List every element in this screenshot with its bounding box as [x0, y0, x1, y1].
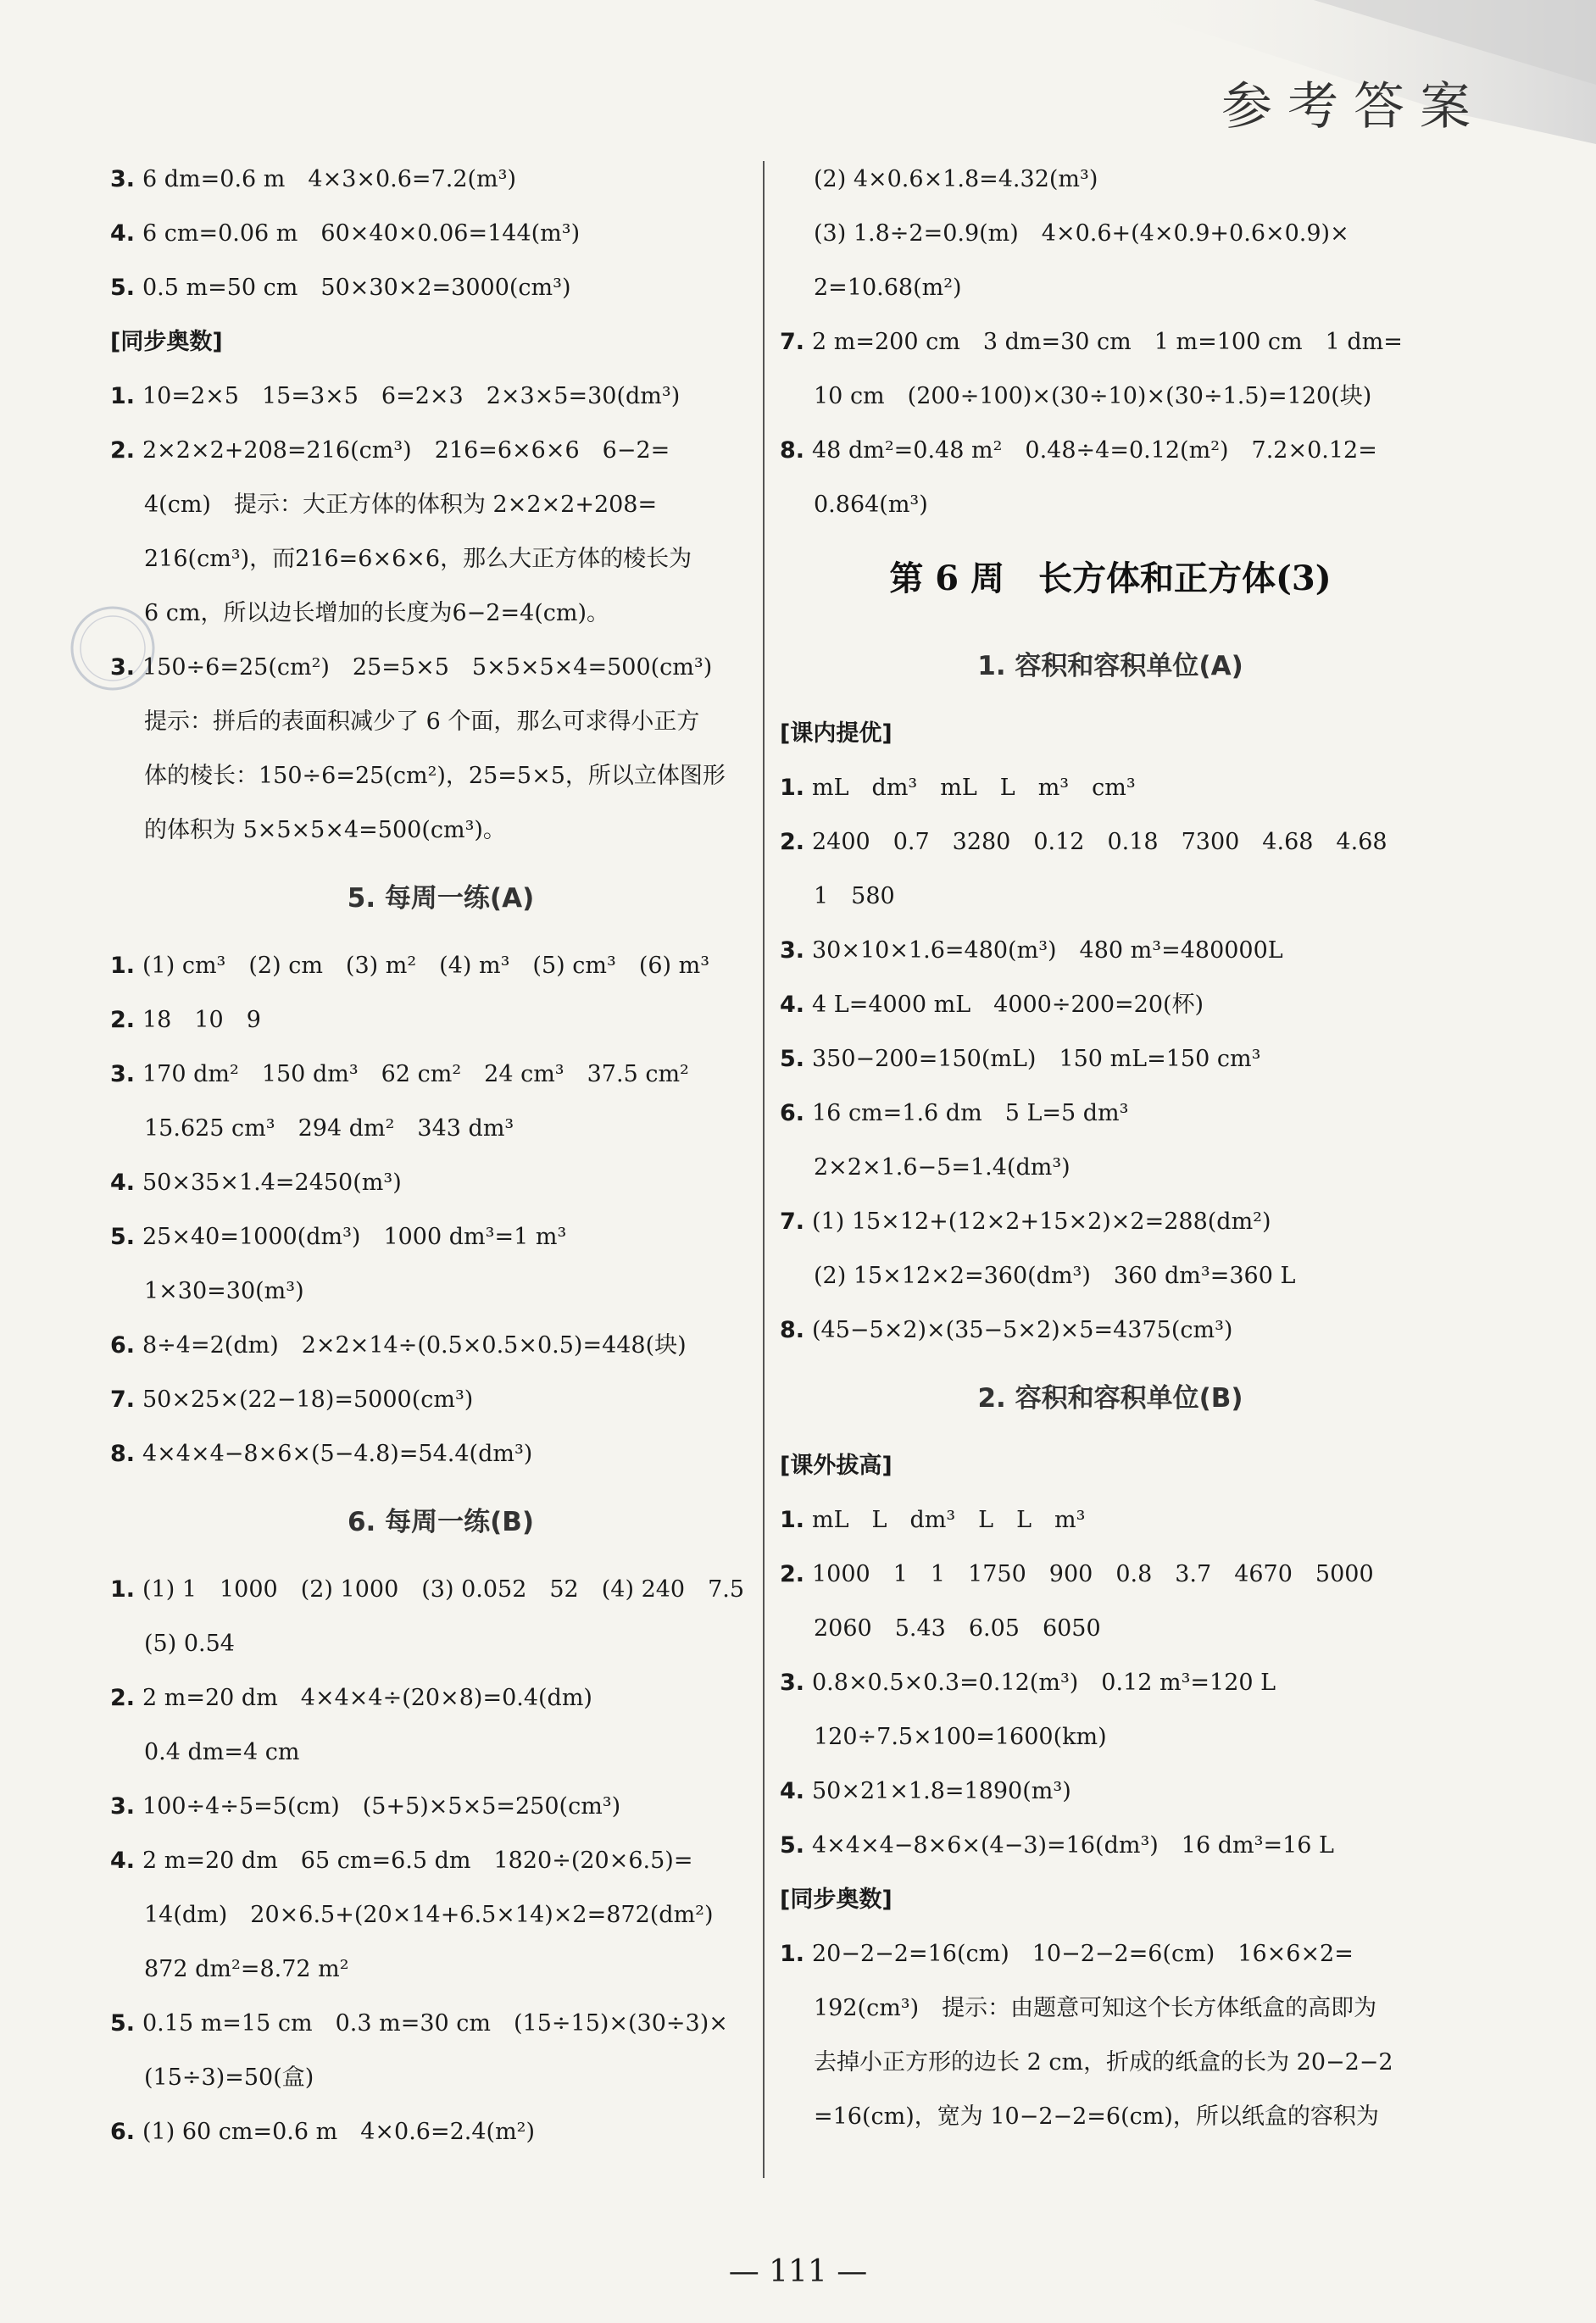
- item-number: 3.: [110, 1793, 136, 1820]
- answer-item: [110, 1427, 771, 1481]
- item-text: 8÷4=2(dm) 2×2×14÷(0.5×0.5×0.5)=448(块): [142, 1332, 687, 1359]
- item-text: 4 L=4000 mL 4000÷200=20(杯): [812, 992, 1204, 1018]
- answer-continuation: 2=10.68(m²): [814, 275, 962, 301]
- answer-item: [780, 1303, 1441, 1358]
- item-text: mL dm³ mL L m³ cm³: [812, 775, 1136, 801]
- item-text: 0.15 m=15 cm 0.3 m=30 cm (15÷15)×(30÷3)×: [142, 2010, 728, 2037]
- answer-item: [110, 1373, 771, 1427]
- item-number: 1.: [110, 953, 136, 979]
- item-number: 4.: [780, 992, 805, 1018]
- answer-continuation: (15÷3)=50(盒): [144, 2065, 314, 2091]
- answer-continuation: 10 cm (200÷100)×(30÷10)×(30÷1.5)=120(块): [814, 383, 1372, 409]
- section-tag: [同步奥数]: [780, 1887, 893, 1913]
- item-text: (1) 60 cm=0.6 m 4×0.6=2.4(m²): [142, 2119, 536, 2145]
- answer-item: [110, 939, 771, 993]
- item-number: 3.: [780, 1670, 805, 1696]
- item-number: 7.: [780, 1209, 805, 1235]
- item-text: 50×35×1.4=2450(m³): [142, 1170, 402, 1196]
- item-number: 1.: [780, 775, 805, 801]
- answer-continuation: 去掉小正方形的边长 2 cm，折成的纸盒的长为 20−2−2: [814, 2049, 1393, 2076]
- item-number: 3.: [780, 937, 805, 964]
- answer-item: [110, 1156, 771, 1210]
- answer-item: [110, 1671, 771, 1726]
- answer-item: [110, 1997, 771, 2051]
- item-text: 48 dm²=0.48 m² 0.48÷4=0.12(m²) 7.2×0.12=: [812, 437, 1377, 464]
- item-number: 5.: [780, 1832, 805, 1859]
- item-text: 2 m=20 dm 65 cm=6.5 dm 1820÷(20×6.5)=: [142, 1848, 693, 1874]
- item-number: 6.: [110, 2119, 136, 2145]
- answer-item: [780, 1548, 1441, 1602]
- answer-continuation: (3) 1.8÷2=0.9(m) 4×0.6+(4×0.9+0.6×0.9)×: [814, 220, 1349, 247]
- answer-item: [780, 815, 1441, 870]
- page-number: — 111 —: [728, 2254, 868, 2289]
- item-number: 4.: [110, 220, 136, 247]
- item-text: 16 cm=1.6 dm 5 L=5 dm³: [812, 1100, 1129, 1126]
- item-text: 350−200=150(mL) 150 mL=150 cm³: [812, 1046, 1261, 1072]
- item-number: 4.: [110, 1170, 136, 1196]
- item-text: 4×4×4−8×6×(4−3)=16(dm³) 16 dm³=16 L: [812, 1832, 1334, 1859]
- item-text: 0.5 m=50 cm 50×30×2=3000(cm³): [142, 275, 571, 301]
- item-text: 0.8×0.5×0.3=0.12(m³) 0.12 m³=120 L: [812, 1670, 1276, 1696]
- answer-continuation: 2060 5.43 6.05 6050: [814, 1615, 1101, 1642]
- item-number: 3.: [110, 1061, 136, 1087]
- left-column: [110, 153, 771, 2159]
- item-text: 2 m=20 dm 4×4×4÷(20×8)=0.4(dm): [142, 1685, 592, 1711]
- answer-continuation: 120÷7.5×100=1600(km): [814, 1724, 1107, 1750]
- item-text: 6 dm=0.6 m 4×3×0.6=7.2(m³): [142, 166, 516, 192]
- answer-item: [780, 761, 1441, 815]
- item-text: 1000 1 1 1750 900 0.8 3.7 4670 5000: [812, 1561, 1374, 1587]
- answer-item: [110, 1780, 771, 1834]
- answer-continuation: 0.864(m³): [814, 492, 928, 518]
- item-text: 50×21×1.8=1890(m³): [812, 1778, 1071, 1804]
- item-text: 150÷6=25(cm²) 25=5×5 5×5×5×4=500(cm³): [142, 654, 713, 681]
- answer-item: [110, 993, 771, 1048]
- item-number: 8.: [780, 437, 805, 464]
- item-number: 1.: [110, 383, 136, 409]
- answer-continuation: 872 dm²=8.72 m²: [144, 1956, 349, 1982]
- item-text: 2 m=200 cm 3 dm=30 cm 1 m=100 cm 1 dm=: [812, 329, 1403, 355]
- answer-continuation: 2×2×1.6−5=1.4(dm³): [814, 1154, 1070, 1181]
- item-text: 2400 0.7 3280 0.12 0.18 7300 4.68 4.68: [812, 829, 1387, 855]
- item-text: (1) 15×12+(12×2+15×2)×2=288(dm²): [812, 1209, 1271, 1235]
- item-number: 1.: [780, 1941, 805, 1967]
- answer-item: [780, 978, 1441, 1032]
- answer-item: [780, 1764, 1441, 1819]
- answer-continuation: 15.625 cm³ 294 dm² 343 dm³: [144, 1115, 514, 1142]
- answer-continuation: 0.4 dm=4 cm: [144, 1739, 300, 1765]
- item-number: 1.: [110, 1576, 136, 1603]
- answer-item: [780, 1927, 1441, 1981]
- answer-item: [780, 1819, 1441, 1873]
- answer-item: [110, 153, 771, 207]
- week-title: 第 6 周 长方体和正方体(3): [889, 559, 1332, 598]
- answer-continuation: =16(cm)，宽为 10−2−2=6(cm)，所以纸盒的容积为: [814, 2103, 1379, 2130]
- item-number: 8.: [780, 1317, 805, 1343]
- item-number: 3.: [110, 166, 136, 192]
- answer-item: [110, 424, 771, 478]
- section-title: 6. 每周一练(B): [347, 1507, 535, 1537]
- item-text: 30×10×1.6=480(m³) 480 m³=480000L: [812, 937, 1283, 964]
- answer-continuation: 的体积为 5×5×5×4=500(cm³)。: [144, 817, 506, 843]
- answer-continuation: 6 cm，所以边长增加的长度为6−2=4(cm)。: [144, 600, 610, 626]
- item-text: 50×25×(22−18)=5000(cm³): [142, 1387, 474, 1413]
- answer-continuation: (5) 0.54: [144, 1631, 235, 1657]
- item-number: 7.: [780, 329, 805, 355]
- item-text: 6 cm=0.06 m 60×40×0.06=144(m³): [142, 220, 581, 247]
- item-number: 5.: [110, 1224, 136, 1250]
- right-column: [780, 153, 1441, 2144]
- item-number: 2.: [780, 1561, 805, 1587]
- answer-item: [110, 1834, 771, 1888]
- answer-item: [110, 1563, 771, 1617]
- answer-continuation: (2) 4×0.6×1.8=4.32(m³): [814, 166, 1098, 192]
- section-title: 2. 容积和容积单位(B): [977, 1383, 1243, 1414]
- answer-item: [110, 2105, 771, 2159]
- answer-item: [780, 1656, 1441, 1710]
- answer-continuation: 14(dm) 20×6.5+(20×14+6.5×14)×2=872(dm²): [144, 1902, 714, 1928]
- answer-item: [110, 1319, 771, 1373]
- item-number: 2.: [780, 829, 805, 855]
- header-title: 参考答案: [1221, 77, 1486, 136]
- item-number: 4.: [780, 1778, 805, 1804]
- item-number: 6.: [110, 1332, 136, 1359]
- item-number: 3.: [110, 654, 136, 681]
- item-text: (1) cm³ (2) cm (3) m² (4) m³ (5) cm³ (6) m³: [142, 953, 710, 979]
- section-title: 1. 容积和容积单位(A): [977, 651, 1243, 681]
- section-title: 5. 每周一练(A): [347, 883, 535, 914]
- item-text: 2×2×2+208=216(cm³) 216=6×6×6 6−2=: [142, 437, 670, 464]
- answer-continuation: 体的棱长：150÷6=25(cm²)，25=5×5，所以立体图形: [144, 763, 726, 789]
- item-number: 5.: [110, 2010, 136, 2037]
- item-number: 2.: [110, 1685, 136, 1711]
- answer-continuation: 192(cm³) 提示：由题意可知这个长方体纸盒的高即为: [814, 1995, 1377, 2021]
- answer-continuation: (2) 15×12×2=360(dm³) 360 dm³=360 L: [814, 1263, 1296, 1289]
- item-text: 100÷4÷5=5(cm) (5+5)×5×5=250(cm³): [142, 1793, 621, 1820]
- item-number: 7.: [110, 1387, 136, 1413]
- answer-item: [110, 1048, 771, 1102]
- answer-item: [780, 1493, 1441, 1548]
- answer-item: [780, 1086, 1441, 1141]
- answer-continuation: 提示：拼后的表面积减少了 6 个面，那么可求得小正方: [144, 709, 700, 735]
- item-number: 6.: [780, 1100, 805, 1126]
- answer-item: [110, 261, 771, 315]
- answer-item: [780, 924, 1441, 978]
- item-text: mL L dm³ L L m³: [812, 1507, 1086, 1533]
- item-text: 10=2×5 15=3×5 6=2×3 2×3×5=30(dm³): [142, 383, 681, 409]
- answer-item: [110, 370, 771, 424]
- answer-item: [110, 207, 771, 261]
- answer-item: [780, 315, 1441, 370]
- section-tag: [课外拔高]: [780, 1453, 893, 1479]
- answer-item: [780, 424, 1441, 478]
- item-text: 25×40=1000(dm³) 1000 dm³=1 m³: [142, 1224, 567, 1250]
- answer-continuation: 1×30=30(m³): [144, 1278, 304, 1304]
- item-text: 4×4×4−8×6×(5−4.8)=54.4(dm³): [142, 1441, 533, 1467]
- item-number: 5.: [780, 1046, 805, 1072]
- section-tag: [课内提优]: [780, 720, 893, 747]
- item-text: (1) 1 1000 (2) 1000 (3) 0.052 52 (4) 240 7.5: [142, 1576, 745, 1603]
- answer-item: [780, 1032, 1441, 1086]
- item-number: 5.: [110, 275, 136, 301]
- item-number: 1.: [780, 1507, 805, 1533]
- item-number: 2.: [110, 437, 136, 464]
- answer-item: [110, 1210, 771, 1264]
- answer-item: [780, 1195, 1441, 1249]
- page-header: [0, 0, 1596, 144]
- answer-continuation: 216(cm³)，而216=6×6×6，那么大正方体的棱长为: [144, 546, 692, 572]
- answer-item: [110, 641, 771, 695]
- item-text: 20−2−2=16(cm) 10−2−2=6(cm) 16×6×2=: [812, 1941, 1354, 1967]
- item-number: 2.: [110, 1007, 136, 1033]
- item-text: (45−5×2)×(35−5×2)×5=4375(cm³): [812, 1317, 1233, 1343]
- section-tag: [同步奥数]: [110, 329, 223, 355]
- answer-continuation: 1 580: [814, 883, 895, 909]
- item-text: 18 10 9: [142, 1007, 261, 1033]
- answer-continuation: 4(cm) 提示：大正方体的体积为 2×2×2+208=: [144, 492, 658, 518]
- item-number: 4.: [110, 1848, 136, 1874]
- item-text: 170 dm² 150 dm³ 62 cm² 24 cm³ 37.5 cm²: [142, 1061, 689, 1087]
- item-number: 8.: [110, 1441, 136, 1467]
